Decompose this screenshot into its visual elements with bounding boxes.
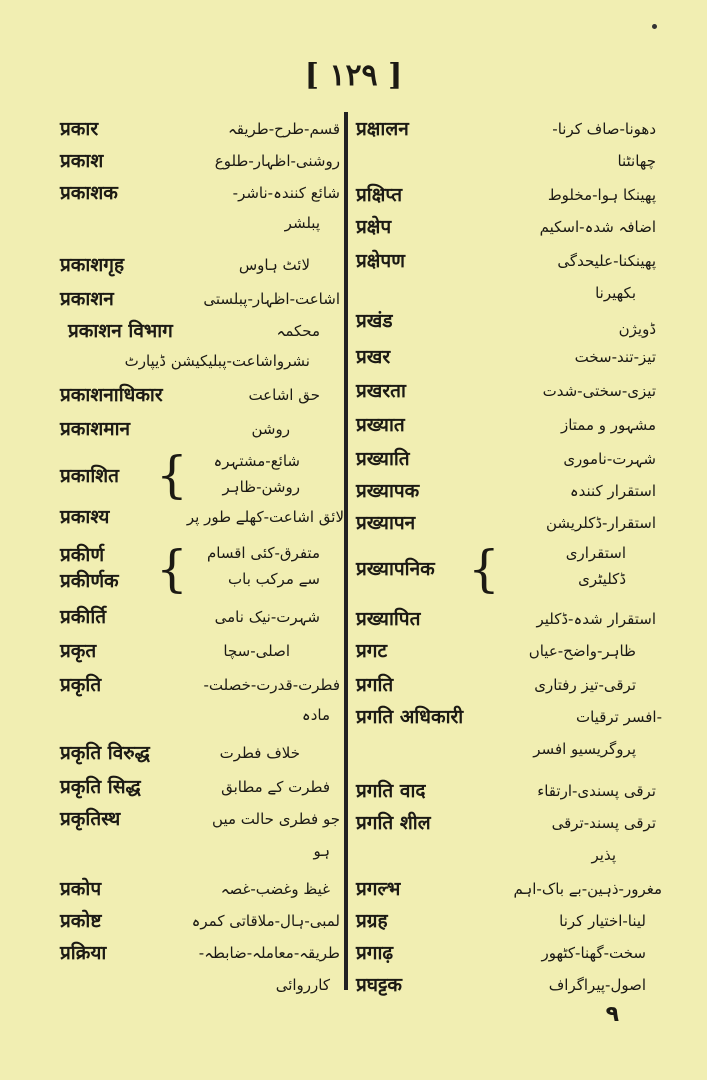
dictionary-entry [60, 670, 340, 732]
entry-headword: प्रक्षिप्त [356, 184, 403, 206]
dictionary-entry [356, 306, 656, 336]
entry-gloss-continued: ڈکلیٹری [578, 570, 626, 588]
entry-gloss: استقرار-ڈکلریشن [546, 514, 656, 532]
entry-gloss: استقرار کنندہ [569, 482, 656, 500]
entry-gloss: تیزی-سختی-شدت [542, 382, 656, 400]
entry-gloss: اصلی-سچا [223, 642, 290, 660]
dictionary-entry [356, 938, 656, 968]
entry-headword: प्रकृति [60, 674, 102, 696]
entry-gloss: حق اشاعت [248, 386, 320, 404]
entry-headword: प्रकृतिस्थ [60, 808, 121, 830]
entry-headword: प्रकाश्य [60, 506, 110, 528]
entry-gloss: ظاہر-واضح-عیاں [528, 642, 636, 660]
dictionary-entry [356, 970, 656, 1000]
entry-gloss: ڈویژن [618, 320, 656, 338]
entry-gloss-continued: پبلشر [284, 214, 320, 232]
entry-gloss: -افسر ترقیات [575, 708, 662, 726]
dictionary-entry [60, 938, 340, 1000]
dictionary-entry [356, 376, 656, 406]
dictionary-entry [60, 540, 340, 598]
entry-gloss: فطرت کے مطابق [221, 778, 330, 796]
entry-headword: प्रक्षालन [356, 118, 409, 140]
entry-headword: प्रकाशनाधिकार [60, 384, 163, 406]
entry-gloss: فطرت-قدرت-خصلت- [203, 676, 340, 694]
dictionary-entry [356, 906, 656, 936]
entry-gloss: دھونا-صاف کرنا- [552, 120, 656, 138]
entry-gloss: لائق اشاعت-کھلے طور پر [186, 508, 344, 526]
dictionary-entry [60, 178, 340, 238]
entry-headword: प्रघट्टक [356, 974, 402, 996]
entry-gloss: استقراری [565, 544, 626, 562]
dictionary-entry [356, 702, 662, 764]
entry-gloss-continued: چھانٹنا [617, 152, 656, 170]
dictionary-entry [60, 906, 340, 936]
dictionary-entry [60, 502, 344, 532]
entry-gloss: غیظ وغضب-غصہ [220, 880, 330, 898]
entry-gloss-continued: بکھیرنا [595, 284, 636, 302]
entry-headword: प्रग्रह [356, 910, 388, 932]
entry-headword: प्रकीर्ण [60, 544, 105, 566]
entry-headword: प्रगति [356, 674, 394, 696]
entry-headword: प्रखरता [356, 380, 406, 402]
entry-gloss: روشن [251, 420, 290, 438]
entry-gloss-continued: کارروائی [275, 976, 330, 994]
entry-headword: प्रक्षेप [356, 216, 392, 238]
entry-gloss: ترقی پسند-ترقی [551, 814, 656, 832]
entry-headword: प्रकाशमान [60, 418, 131, 440]
dictionary-entry [60, 636, 340, 666]
entry-headword: प्रख्याति [356, 448, 410, 470]
dictionary-entry [60, 874, 340, 904]
entry-gloss: قسم-طرح-طریقہ [227, 120, 340, 138]
entry-gloss: اصول-پیراگراف [548, 976, 646, 994]
dictionary-entry [356, 776, 656, 806]
signature-mark: ٩ [605, 1002, 619, 1027]
entry-headword: प्रगति वाद [356, 780, 426, 802]
entry-headword: प्रकाशगृह [60, 254, 125, 276]
entry-headword: प्रख्यापित [356, 608, 421, 630]
entry-headword: प्रगट [356, 640, 388, 662]
dictionary-entry [356, 342, 656, 372]
ink-dot [652, 24, 657, 29]
entry-gloss: محکمہ [276, 322, 320, 340]
entry-gloss-continued: پذیر [591, 846, 616, 864]
dictionary-entry [356, 808, 656, 870]
entry-gloss: لمبی-ہال-ملاقاتی کمرہ [191, 912, 340, 930]
column-divider [344, 112, 348, 990]
dictionary-entry [60, 284, 340, 314]
entry-gloss: اضافہ شدہ-اسکیم [539, 218, 656, 236]
dictionary-entry [60, 414, 340, 444]
entry-headword: प्रकार [60, 118, 99, 140]
dictionary-entry [60, 146, 340, 176]
entry-headword: प्रखर [356, 346, 391, 368]
entry-headword: प्रगति शील [356, 812, 431, 834]
dictionary-entry [356, 444, 656, 474]
dictionary-entry [356, 212, 656, 242]
entry-gloss: ترقی پسندی-ارتقاء [537, 782, 656, 800]
entry-gloss: جو فطری حالت میں [212, 810, 340, 828]
dictionary-entry [356, 604, 656, 634]
entry-headword: प्रक्रिया [60, 942, 107, 964]
entry-headword: प्रगति अधिकारी [356, 706, 464, 728]
entry-gloss: شائع-مشتہرہ [213, 452, 300, 470]
entry-headword: प्रकृति सिद्ध [60, 776, 141, 798]
brace-symbol: { [156, 446, 188, 504]
entry-gloss: لینا-اختیار کرنا [559, 912, 646, 930]
entry-headword: प्रकीर्ति [60, 606, 107, 628]
dictionary-entry [356, 670, 656, 700]
entry-gloss: متفرق-کئی اقسام [207, 544, 320, 562]
entry-gloss-continued: مادہ [301, 706, 330, 724]
brace-symbol: { [156, 540, 188, 598]
entry-gloss: پھینکنا-علیحدگی [557, 252, 656, 270]
entry-gloss: مغرور-ذہین-بے باک-اہم [513, 880, 662, 898]
dictionary-entry [356, 636, 656, 666]
entry-gloss: پھینکا ہوا-مخلوط [547, 186, 656, 204]
entry-headword: प्रक्षेपण [356, 250, 405, 272]
entry-gloss-continued: سے مرکب باب [228, 570, 320, 588]
dictionary-entry [356, 874, 662, 904]
entry-headword: प्रख्यापक [356, 480, 420, 502]
dictionary-entry [356, 540, 656, 598]
entry-headword-alt: प्रकीर्णक [60, 570, 119, 592]
entry-headword: प्रकोष्ट [60, 910, 102, 932]
entry-headword: प्रगाढ़ [356, 942, 394, 964]
dictionary-entry [60, 738, 340, 768]
entry-headword: प्रकृति विरुद्ध [60, 742, 150, 764]
dictionary-entry [60, 804, 340, 866]
entry-headword: प्रकाशक [60, 182, 118, 204]
entry-gloss: ترقی-تیز رفتاری [534, 676, 636, 694]
dictionary-entry [356, 410, 656, 440]
dictionary-entry [60, 602, 340, 632]
entry-headword: प्रकोप [60, 878, 102, 900]
entry-headword: प्रखंड [356, 310, 393, 332]
entry-gloss: شہرت-ناموری [563, 450, 656, 468]
entry-gloss-continued: نشرواشاعت-پبلیکیشن ڈیپارٹ [124, 352, 310, 370]
dictionary-entry [356, 114, 656, 174]
dictionary-entry [60, 448, 340, 504]
entry-gloss-continued: ہو [313, 842, 330, 860]
entry-headword: प्रकाशन विभाग [68, 320, 173, 342]
entry-headword: प्रगल्भ [356, 878, 401, 900]
entry-headword: प्रकाशित [60, 465, 119, 487]
entry-headword: प्रख्यापन [356, 512, 416, 534]
dictionary-entry [356, 180, 656, 210]
entry-gloss: روشنی-اظہار-طلوع [214, 152, 340, 170]
dictionary-entry [60, 772, 340, 802]
entry-headword: प्रकाश [60, 150, 104, 172]
entry-gloss: شائع کنندہ-ناشر- [232, 184, 340, 202]
entry-gloss: طریقہ-معاملہ-ضابطہ- [198, 944, 340, 962]
entry-gloss-continued: پروگریسیو افسر [533, 740, 636, 758]
dictionary-entry [60, 380, 340, 410]
entry-gloss: اشاعت-اظہار-پبلستی [203, 290, 340, 308]
dictionary-entry [60, 114, 340, 144]
dictionary-entry [60, 250, 340, 280]
dictionary-entry [60, 316, 340, 378]
entry-gloss-continued: روشن-ظاہر [222, 478, 300, 496]
entry-headword: प्रख्यात [356, 414, 405, 436]
entry-gloss: استقرار شدہ-ڈکلیر [536, 610, 656, 628]
entry-gloss: مشہور و ممتاز [560, 416, 656, 434]
page-number: [ ١٢٩ ] [304, 58, 403, 93]
entry-gloss: تیز-تند-سخت [574, 348, 656, 366]
entry-headword: प्रकाशन [60, 288, 114, 310]
dictionary-entry [356, 508, 656, 538]
entry-gloss: خلاف فطرت [219, 744, 300, 762]
brace-symbol: { [468, 540, 500, 598]
dictionary-entry [356, 246, 656, 306]
entry-headword: प्रख्यापनिक [356, 558, 435, 580]
entry-gloss: سخت-گھنا-کٹھور [541, 944, 646, 962]
entry-gloss: لائٹ ہاوس [238, 256, 310, 274]
dictionary-entry [356, 476, 656, 506]
entry-gloss: شہرت-نیک نامی [214, 608, 320, 626]
entry-headword: प्रकृत [60, 640, 97, 662]
